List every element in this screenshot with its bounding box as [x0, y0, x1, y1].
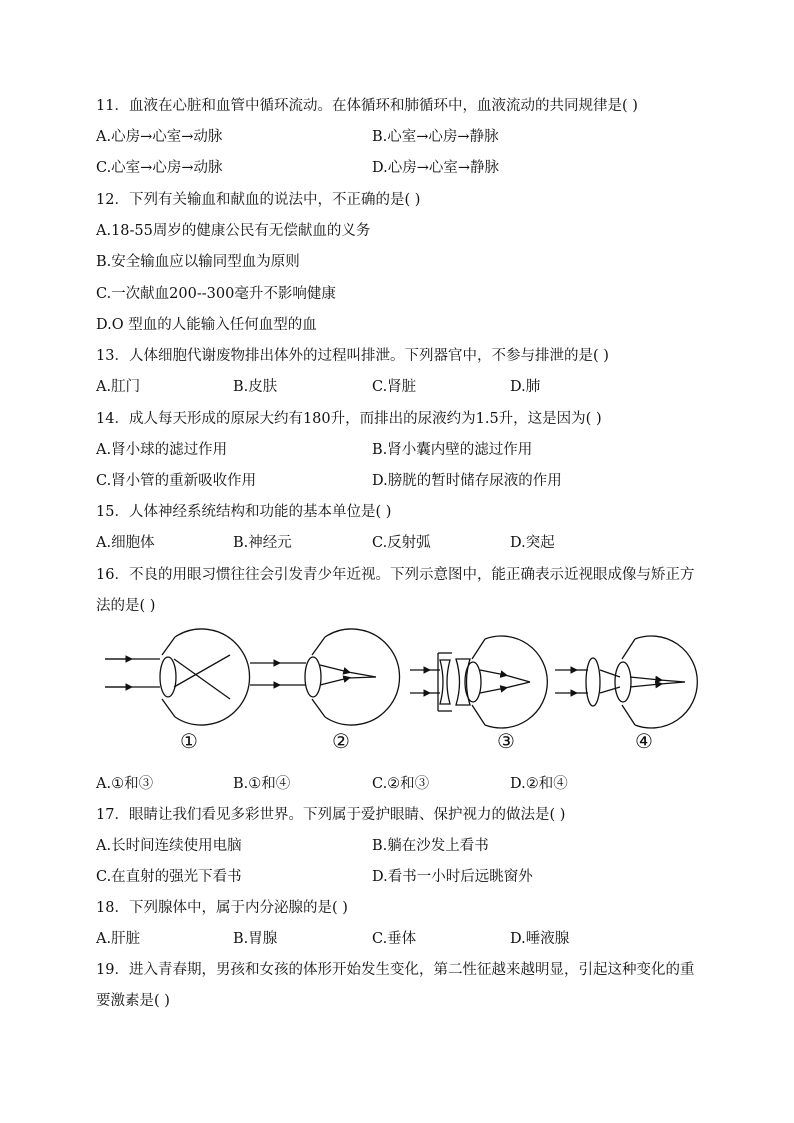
option-a[interactable]: A.肛门 — [96, 379, 141, 395]
question-17-options-row-1 — [96, 836, 702, 856]
question-17-stem: 17．眼睛让我们看见多彩世界。下列属于爱护眼睛、保护视力的做法是( ) — [96, 807, 566, 823]
option-a[interactable]: A.长时间连续使用电脑 — [96, 838, 242, 854]
option-a[interactable]: A.18-55周岁的健康公民有无偿献血的义务 — [96, 223, 371, 239]
option-d[interactable]: D.膀胱的暂时储存尿液的作用 — [372, 473, 562, 489]
option-d[interactable]: D.肺 — [510, 379, 541, 395]
question-11-options-row-2 — [96, 158, 702, 178]
question-18-stem: 18．下列腺体中，属于内分泌腺的是( ) — [96, 900, 348, 916]
question-11-stem: 11．血液在心脏和血管中循环流动。在体循环和肺循环中，血液流动的共同规律是( ) — [96, 98, 638, 114]
eye-diagram-2 — [250, 629, 400, 753]
option-c[interactable]: C.在直射的强光下看书 — [96, 869, 242, 885]
question-15-stem: 15．人体神经系统结构和功能的基本单位是( ) — [96, 504, 392, 520]
option-d[interactable]: D.唾液腺 — [510, 931, 570, 947]
option-c[interactable]: C.心室→心房→动脉 — [96, 160, 223, 176]
option-c[interactable]: C.垂体 — [372, 931, 417, 947]
option-a[interactable]: A.心房→心室→动脉 — [96, 129, 223, 145]
figure-label-2: ② — [332, 729, 350, 753]
eye-diagram-1 — [105, 629, 250, 753]
eye-diagram-figure — [100, 625, 700, 755]
question-13-stem: 13．人体细胞代谢废物排出体外的过程叫排泄。下列器官中，不参与排泄的是( ) — [96, 348, 609, 364]
eye-diagram-3 — [410, 636, 547, 753]
eye-diagram-4 — [555, 636, 697, 753]
question-14-options-row-1 — [96, 440, 702, 460]
figure-label-3: ③ — [497, 729, 515, 753]
option-b[interactable]: B.躺在沙发上看书 — [372, 838, 489, 854]
option-c[interactable]: C.反射弧 — [372, 535, 431, 551]
question-18-options-row — [96, 929, 702, 949]
figure-label-1: ① — [180, 729, 198, 753]
question-13-options-row — [96, 377, 702, 397]
question-19-stem: 19．进入青春期，男孩和女孩的体形开始发生变化，第二性征越来越明显，引起这种变化的重要激素是( ) — [96, 962, 695, 1009]
question-14-options-row-2 — [96, 471, 702, 491]
question-12-option-b-row — [96, 252, 702, 272]
question-16-stem: 16．不良的用眼习惯往往会引发青少年近视。下列示意图中，能正确表示近视眼成像与矫正方法的是( ) — [96, 567, 695, 614]
option-b[interactable]: B.①和④ — [233, 776, 291, 792]
option-b[interactable]: B.肾小囊内壁的滤过作用 — [372, 442, 533, 458]
option-c[interactable]: C.肾小管的重新吸收作用 — [96, 473, 257, 489]
question-12-option-a-row — [96, 221, 702, 241]
question-12-option-d-row — [96, 315, 702, 335]
option-b[interactable]: B.神经元 — [233, 535, 292, 551]
option-d[interactable]: D.②和④ — [510, 776, 568, 792]
question-11-options-row-1 — [96, 127, 702, 147]
option-d[interactable]: D.看书一小时后远眺窗外 — [372, 869, 533, 885]
question-16-options-row — [96, 774, 702, 794]
option-d[interactable]: D.心房→心室→静脉 — [372, 160, 500, 176]
question-15-options-row — [96, 533, 702, 553]
option-a[interactable]: A.肾小球的滤过作用 — [96, 442, 228, 458]
option-b[interactable]: B.胃腺 — [233, 931, 278, 947]
option-b[interactable]: B.安全输血应以输同型血为原则 — [96, 254, 300, 270]
question-14-stem: 14．成人每天形成的原尿大约有180升，而排出的尿液约为1.5升，这是因为( ) — [96, 411, 602, 427]
question-12-stem: 12．下列有关输血和献血的说法中，不正确的是( ) — [96, 192, 421, 208]
option-b[interactable]: B.心室→心房→静脉 — [372, 129, 499, 145]
option-d[interactable]: D.O 型血的人能输入任何血型的血 — [96, 317, 317, 333]
option-d[interactable]: D.突起 — [510, 535, 555, 551]
option-a[interactable]: A.肝脏 — [96, 931, 141, 947]
option-a[interactable]: A.细胞体 — [96, 535, 155, 551]
option-c[interactable]: C.肾脏 — [372, 379, 417, 395]
figure-label-4: ④ — [635, 729, 653, 753]
option-a[interactable]: A.①和③ — [96, 776, 154, 792]
question-12-option-c-row — [96, 284, 702, 304]
question-17-options-row-2 — [96, 867, 702, 887]
option-c[interactable]: C.②和③ — [372, 776, 430, 792]
option-c[interactable]: C.一次献血200--300毫升不影响健康 — [96, 286, 336, 302]
option-b[interactable]: B.皮肤 — [233, 379, 278, 395]
